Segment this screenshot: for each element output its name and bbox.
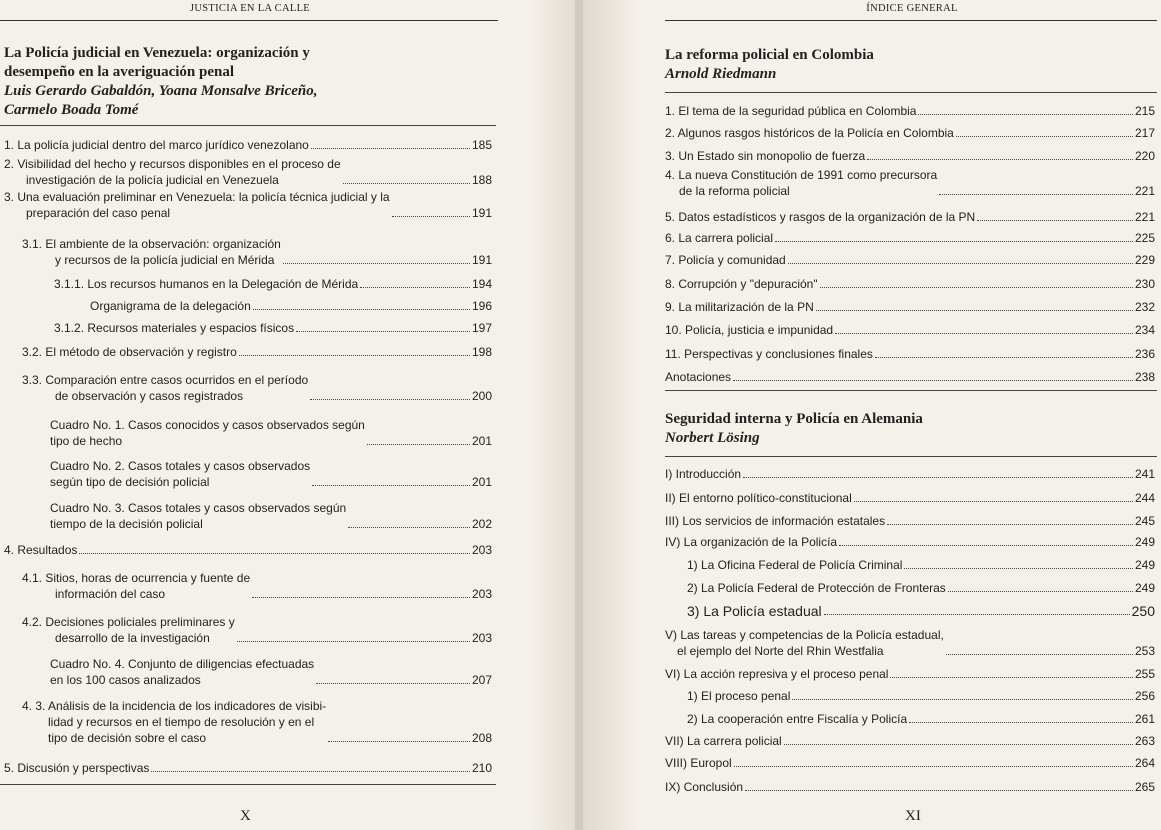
dot-leader: [367, 444, 470, 445]
header-rule: [0, 20, 498, 21]
toc-entry-text: 1. La policía judicial dentro del marco jurídico venezolano: [4, 138, 309, 152]
toc-entry[interactable]: [687, 603, 1155, 619]
toc-entry-text: Anotaciones: [665, 370, 732, 384]
toc-entry-text: el ejemplo del Norte del Rhin Westfalia: [677, 644, 884, 658]
dot-leader: [343, 183, 470, 184]
toc-page-number: 207: [471, 673, 492, 687]
toc-entry[interactable]: [4, 156, 492, 188]
toc-page-number: 261: [1134, 712, 1155, 726]
toc-entry-text: VII) La carrera policial: [665, 734, 782, 748]
toc-entry-text: 3.1.2. Recursos materiales y espacios físicos: [54, 321, 295, 335]
toc-entry-text: Cuadro No. 2. Casos totales y casos observados: [50, 459, 311, 473]
toc-entry-text: de observación y casos registrados: [55, 389, 244, 403]
toc-entry-text: VI) La acción represiva y el proceso penal: [665, 667, 889, 681]
toc-entry[interactable]: [22, 698, 492, 746]
toc-entry-text: 3. Un Estado sin monopolio de fuerza: [665, 149, 866, 163]
toc-entry[interactable]: [665, 346, 1155, 362]
toc-entry-text: Cuadro No. 4. Conjunto de diligencias efectuadas: [50, 657, 315, 671]
toc-page-number: 201: [471, 434, 492, 448]
toc-entry-text: 2) La cooperación entre Fiscalía y Policía: [687, 712, 908, 726]
toc-entry[interactable]: [665, 733, 1155, 749]
toc-entry[interactable]: [665, 627, 1155, 659]
toc-entry-text: preparación del caso penal: [26, 206, 171, 220]
toc-entry[interactable]: [22, 372, 492, 404]
section-rule: [665, 456, 1157, 457]
dot-leader: [775, 241, 1133, 242]
dot-leader: [316, 683, 470, 684]
toc-page-number: 188: [471, 173, 492, 187]
toc-page-number: 203: [471, 543, 492, 557]
toc-entry[interactable]: [665, 369, 1155, 385]
toc-entry[interactable]: [22, 344, 492, 360]
toc-entry[interactable]: [665, 322, 1155, 338]
toc-entry[interactable]: [687, 711, 1155, 727]
section-author: [4, 82, 318, 120]
toc-entry-text: Cuadro No. 1. Casos conocidos y casos observados según: [50, 418, 365, 432]
dot-leader: [312, 485, 470, 486]
toc-entry-text: 5. Discusión y perspectivas: [4, 761, 150, 775]
toc-page-number: 234: [1134, 323, 1155, 337]
toc-entry-text: tiempo de la decisión policial: [50, 517, 203, 531]
page-folio: XI: [905, 808, 921, 824]
dot-leader: [348, 527, 470, 528]
dot-leader: [743, 477, 1133, 478]
toc-page-number: 241: [1134, 467, 1155, 481]
section-rule: [665, 92, 1157, 93]
dot-leader: [875, 357, 1133, 358]
toc-entry[interactable]: [665, 755, 1155, 771]
toc-entry[interactable]: [665, 209, 1155, 225]
toc-page-number: 203: [471, 631, 492, 645]
toc-entry[interactable]: [22, 236, 492, 268]
dot-leader: [854, 501, 1133, 502]
toc-entry-text: 3.1. El ambiente de la observación: organización: [22, 237, 281, 251]
toc-entry-text: 4. 3. Análisis de la incidencia de los indicadores de visibi-: [22, 699, 327, 713]
running-head: ÍNDICE GENERAL: [866, 3, 958, 14]
toc-entry[interactable]: [665, 779, 1155, 795]
dot-leader: [237, 641, 470, 642]
dot-leader: [792, 699, 1133, 700]
toc-page-number: 220: [1134, 149, 1155, 163]
toc-page-number: 191: [471, 206, 492, 220]
toc-entry-text: 5. Datos estadísticos y rasgos de la organización de la PN: [665, 210, 976, 224]
toc-entry-text: 1) El proceso penal: [687, 689, 791, 703]
toc-page-number: 217: [1134, 126, 1155, 140]
toc-entry-text: 2. Visibilidad del hecho y recursos disponibles en el proceso de: [4, 157, 341, 171]
dot-leader: [824, 614, 1130, 615]
dot-leader: [788, 263, 1133, 264]
header-rule: [665, 20, 1157, 21]
dot-leader: [311, 148, 470, 149]
dot-leader: [733, 380, 1133, 381]
toc-page-number: 198: [471, 345, 492, 359]
toc-entry[interactable]: [665, 167, 1155, 199]
toc-entry-text: Organigrama de la delegación: [90, 299, 251, 313]
toc-entry[interactable]: [4, 189, 492, 221]
toc-entry[interactable]: [665, 252, 1155, 268]
toc-entry[interactable]: [54, 276, 492, 292]
section-title: Seguridad interna y Policía en Alemania: [665, 411, 923, 427]
toc-entry-text: 6. La carrera policial: [665, 231, 774, 245]
dot-leader: [360, 287, 470, 288]
toc-page-number: 210: [471, 761, 492, 775]
dot-leader: [253, 309, 470, 310]
toc-page-number: 245: [1134, 514, 1155, 528]
toc-page-number: 249: [1134, 535, 1155, 549]
section-author-line: Carmelo Boada Tomé: [4, 102, 139, 118]
toc-entry[interactable]: [50, 656, 492, 688]
toc-entry-text: I) Introducción: [665, 467, 742, 481]
toc-entry[interactable]: [665, 666, 1155, 682]
toc-entry[interactable]: [665, 103, 1155, 119]
toc-entry[interactable]: [4, 137, 492, 153]
toc-entry-text: IX) Conclusión: [665, 780, 744, 794]
toc-entry[interactable]: [50, 500, 492, 532]
toc-entry[interactable]: [687, 688, 1155, 704]
toc-page-number: 249: [1134, 558, 1155, 572]
toc-page-number: 263: [1134, 734, 1155, 748]
dot-leader: [867, 159, 1133, 160]
dot-leader: [296, 331, 470, 332]
toc-entry-text: 3.1.1. Los recursos humanos en la Delegación de Mérida: [54, 277, 359, 291]
toc-entry-text: IV) La organización de la Policía: [665, 535, 838, 549]
left-page: [0, 0, 575, 830]
dot-leader: [784, 744, 1133, 745]
toc-entry[interactable]: [665, 276, 1155, 292]
dot-leader: [948, 591, 1133, 592]
dot-leader: [887, 524, 1133, 525]
toc-entry-text: tipo de decisión sobre el caso: [48, 731, 207, 745]
toc-entry-text: investigación de la policía judicial en Venezuela: [26, 173, 279, 187]
toc-entry-text: información del caso: [55, 587, 166, 601]
toc-entry[interactable]: [687, 557, 1155, 573]
toc-entry[interactable]: [665, 513, 1155, 529]
toc-entry-text: 3.3. Comparación entre casos ocurridos en el período: [22, 373, 309, 387]
section-rule: [665, 390, 1157, 391]
toc-page-number: 232: [1134, 300, 1155, 314]
dot-leader: [734, 766, 1133, 767]
dot-leader: [79, 553, 470, 554]
toc-entry[interactable]: [90, 298, 492, 314]
page-folio: X: [240, 808, 251, 824]
toc-page-number: 200: [471, 389, 492, 403]
toc-entry[interactable]: [50, 458, 492, 490]
toc-entry[interactable]: [54, 320, 492, 336]
toc-entry-text: 4.2. Decisiones policiales preliminares y: [22, 615, 235, 629]
dot-leader: [310, 399, 470, 400]
toc-entry-text: tipo de hecho: [50, 434, 123, 448]
toc-entry-text: 10. Policía, justicia e impunidad: [665, 323, 834, 337]
toc-page-number: 255: [1134, 667, 1155, 681]
toc-page-number: 202: [471, 517, 492, 531]
toc-entry[interactable]: [50, 417, 492, 449]
toc-page-number: 265: [1134, 780, 1155, 794]
dot-leader: [816, 310, 1133, 311]
toc-entry-text: en los 100 casos analizados: [50, 673, 201, 687]
toc-entry[interactable]: [4, 542, 492, 558]
section-rule: [0, 784, 496, 785]
toc-entry-text: 7. Policía y comunidad: [665, 253, 786, 267]
toc-entry-text: 3) La Policía estadual: [687, 603, 822, 619]
toc-entry[interactable]: [687, 580, 1155, 596]
toc-entry-text: III) Los servicios de información estatales: [665, 514, 886, 528]
toc-entry-text: de la reforma policial: [679, 184, 790, 198]
dot-leader: [328, 741, 470, 742]
toc-entry-text: 3. Una evaluación preliminar en Venezuela: la policía técnica judicial y la: [4, 190, 390, 204]
toc-entry[interactable]: [665, 534, 1155, 550]
toc-entry[interactable]: [22, 570, 492, 602]
toc-page-number: 253: [1134, 644, 1155, 658]
right-page: [583, 0, 1161, 830]
dot-leader: [820, 287, 1133, 288]
section-title-line: desempeño en la averiguación penal: [4, 64, 235, 80]
toc-entry[interactable]: [665, 230, 1155, 246]
dot-leader: [890, 677, 1133, 678]
dot-leader: [252, 597, 470, 598]
toc-page-number: 201: [471, 475, 492, 489]
dot-leader: [956, 136, 1133, 137]
toc-entry-text: 1. El tema de la seguridad pública en Colombia: [665, 104, 917, 118]
dot-leader: [745, 790, 1133, 791]
section-title: La reforma policial en Colombia: [665, 47, 874, 63]
dot-leader: [392, 216, 470, 217]
toc-page-number: 197: [471, 321, 492, 335]
dot-leader: [904, 568, 1133, 569]
toc-entry[interactable]: [665, 125, 1155, 141]
running-head: JUSTICIA EN LA CALLE: [189, 3, 311, 14]
dot-leader: [239, 355, 470, 356]
toc-page-number: 225: [1134, 231, 1155, 245]
toc-entry-text: II) El entorno político-constitucional: [665, 491, 852, 505]
toc-entry-text: desarrollo de la investigación: [55, 631, 210, 645]
toc-entry-text: 4. La nueva Constitución de 1991 como precursora: [665, 168, 938, 182]
toc-page-number: 215: [1134, 104, 1155, 118]
toc-page-number: 221: [1134, 184, 1155, 198]
dot-leader: [839, 545, 1133, 546]
toc-page-number: 191: [471, 253, 492, 267]
toc-page-number: 221: [1134, 210, 1155, 224]
section-title-line: La Policía judicial en Venezuela: organización y: [4, 45, 310, 61]
toc-entry[interactable]: [665, 466, 1155, 482]
toc-entry-text: Cuadro No. 3. Casos totales y casos observados según: [50, 501, 347, 515]
toc-entry-text: 4.1. Sitios, horas de ocurrencia y fuente de: [22, 571, 251, 585]
section-author: Norbert Lösing: [665, 430, 760, 446]
toc-entry-text: 2) La Policía Federal de Protección de Fronteras: [687, 581, 946, 595]
toc-page-number: 185: [471, 138, 492, 152]
toc-entry-text: y recursos de la policía judicial en Mérida: [55, 253, 275, 267]
section-author-line: Luis Gerardo Gabaldón, Yoana Monsalve Briceño,: [4, 83, 318, 99]
dot-leader: [946, 654, 1133, 655]
toc-page-number: 203: [471, 587, 492, 601]
toc-entry-text: 3.2. El método de observación y registro: [22, 345, 237, 359]
toc-page-number: 208: [471, 731, 492, 745]
toc-entry-text: 1) La Oficina Federal de Policía Criminal: [687, 558, 903, 572]
dot-leader: [909, 722, 1133, 723]
toc-page-number: 264: [1134, 756, 1155, 770]
toc-page-number: 256: [1134, 689, 1155, 703]
toc-entry-text: según tipo de decisión policial: [50, 475, 210, 489]
toc-entry[interactable]: [665, 490, 1155, 506]
toc-page-number: 194: [471, 277, 492, 291]
toc-page-number: 196: [471, 299, 492, 313]
dot-leader: [939, 194, 1133, 195]
toc-page-number: 250: [1131, 603, 1155, 619]
toc-entry-text: VIII) Europol: [665, 756, 732, 770]
toc-entry-text: lidad y recursos en el tiempo de resolución y en el: [48, 715, 315, 729]
toc-entry[interactable]: [665, 299, 1155, 315]
toc-entry-text: 2. Algunos rasgos históricos de la Policía en Colombia: [665, 126, 954, 140]
toc-page-number: 236: [1134, 347, 1155, 361]
toc-entry-text: 4. Resultados: [4, 543, 78, 557]
toc-page-number: 229: [1134, 253, 1155, 267]
toc-entry-text: V) Las tareas y competencias de la Policía estadual,: [665, 628, 944, 642]
toc-entry-text: 9. La militarización de la PN: [665, 300, 814, 314]
toc-entry[interactable]: [22, 614, 492, 646]
book-gutter: [575, 0, 583, 830]
toc-entry-text: 8. Corrupción y "depuración": [665, 277, 818, 291]
toc-entry[interactable]: [665, 148, 1155, 164]
toc-page-number: 249: [1134, 581, 1155, 595]
section-title: [4, 44, 310, 82]
toc-entry[interactable]: [4, 760, 492, 776]
dot-leader: [151, 771, 470, 772]
section-author: Arnold Riedmann: [665, 66, 777, 82]
section-rule: [0, 125, 496, 126]
dot-leader: [283, 263, 470, 264]
toc-page-number: 238: [1134, 370, 1155, 384]
toc-page-number: 230: [1134, 277, 1155, 291]
toc-entry-text: 11. Perspectivas y conclusiones finales: [665, 347, 873, 361]
toc-page-number: 244: [1134, 491, 1155, 505]
dot-leader: [977, 220, 1133, 221]
dot-leader: [835, 333, 1133, 334]
dot-leader: [918, 114, 1132, 115]
